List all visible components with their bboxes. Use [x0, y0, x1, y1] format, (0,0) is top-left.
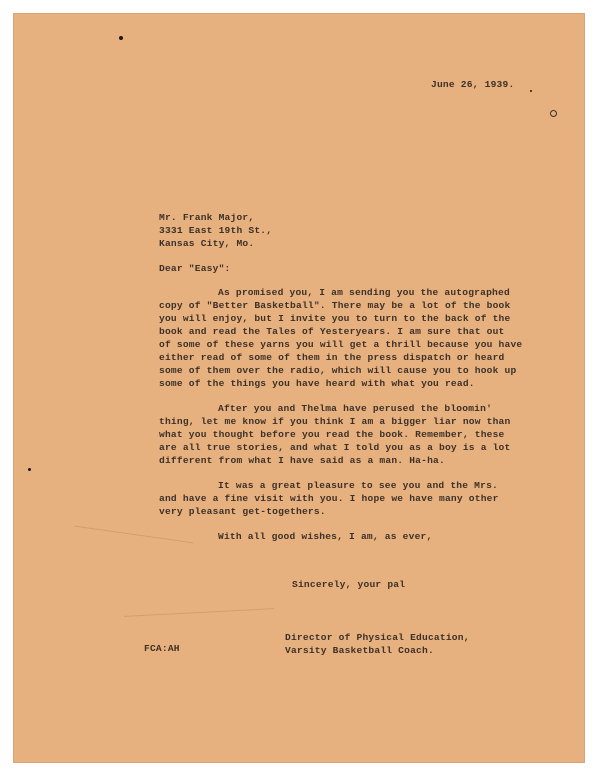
body-line: very pleasant get-togethers.	[159, 506, 326, 517]
recipient-name: Mr. Frank Major,	[159, 212, 255, 223]
signature-title-line: Varsity Basketball Coach.	[285, 645, 434, 656]
body-line: thing, let me know if you think I am a bigger liar now than	[159, 416, 511, 427]
closing-line: With all good wishes, I am, as ever,	[218, 531, 433, 542]
body-line: some of them over the radio, which will cause you to hook up	[159, 365, 517, 376]
recipient-street: 3331 East 19th St.,	[159, 225, 273, 236]
body-line: you will enjoy, but I invite you to turn to the back of the	[159, 313, 511, 324]
paper-crease	[124, 608, 274, 617]
typist-initials: FCA:AH	[144, 643, 180, 654]
ink-speck	[28, 468, 31, 471]
ink-speck	[530, 90, 532, 92]
paper-mark	[550, 110, 557, 117]
body-line: either read of some of them in the press dispatch or heard	[159, 352, 505, 363]
body-line: some of the things you have heard with what you read.	[159, 378, 475, 389]
body-line: different from what I have said as a man. Ha-ha.	[159, 455, 445, 466]
letter-date: June 26, 1939.	[431, 79, 515, 90]
body-line: and have a fine visit with you. I hope we have many other	[159, 493, 499, 504]
paper-crease	[75, 526, 194, 544]
body-line: After you and Thelma have perused the bloomin'	[218, 403, 493, 414]
ink-speck	[119, 36, 123, 40]
salutation: Dear "Easy":	[159, 263, 231, 274]
body-line: of some of these yarns you will get a thrill because you have	[159, 339, 523, 350]
body-line: are all true stories, and what I told you as a boy is a lot	[159, 442, 511, 453]
body-line: It was a great pleasure to see you and the Mrs.	[218, 480, 498, 491]
body-line: copy of "Better Basketball". There may be a lot of the book	[159, 300, 511, 311]
signature-title-line: Director of Physical Education,	[285, 632, 470, 643]
body-line: what you thought before you read the book. Remember, these	[159, 429, 505, 440]
body-line: book and read the Tales of Yesteryears. I am sure that out	[159, 326, 505, 337]
recipient-city: Kansas City, Mo.	[159, 238, 255, 249]
letter-page	[14, 14, 584, 762]
signoff: Sincerely, your pal	[292, 579, 406, 590]
body-line: As promised you, I am sending you the autographed	[218, 287, 510, 298]
